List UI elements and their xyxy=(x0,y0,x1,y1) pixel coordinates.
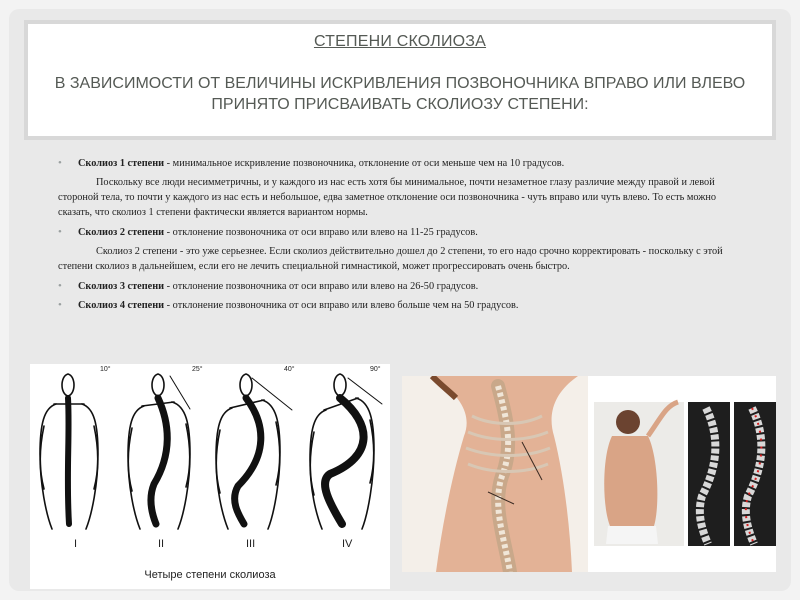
degree-label: II xyxy=(158,538,165,550)
spine-degree-3 xyxy=(235,398,261,524)
item-text: - отклонение позвоночника от оси вправо или влево на 11-25 градусов. xyxy=(164,227,478,238)
item-heading: Сколиоз 1 степени xyxy=(78,158,165,169)
list-item xyxy=(58,298,748,313)
back-spine-photo xyxy=(402,376,588,572)
angle-label: 90° xyxy=(370,366,381,373)
bullet-icon: • xyxy=(58,280,62,292)
angle-label: 10° xyxy=(100,366,111,373)
figure-degree-3 xyxy=(216,374,292,529)
content-body xyxy=(58,156,748,317)
item-text: - отклонение позвоночника от оси вправо или влево больше чем на 50 градусов. xyxy=(164,300,519,311)
spine-degree-1 xyxy=(68,398,69,524)
figure-caption: Четыре степени сколиоза xyxy=(144,569,276,581)
spine-degree-4 xyxy=(325,398,364,524)
scoliosis-degrees-illustration xyxy=(30,364,390,589)
item-text: - отклонение позвоночника от оси вправо или влево на 26-50 градусов. xyxy=(164,281,479,292)
torso-drawings xyxy=(30,364,390,564)
angle-label: 25° xyxy=(192,366,203,373)
degree-label: IV xyxy=(342,538,353,550)
list-item xyxy=(58,156,748,171)
item-heading: Сколиоз 2 степени xyxy=(78,227,165,238)
figure-degree-4 xyxy=(310,374,382,529)
item-text: - минимальное искривление позвоночника, отклонение от оси меньше чем на 10 градусов. xyxy=(164,158,565,169)
spine-degree-2 xyxy=(151,398,167,524)
bullet-icon: • xyxy=(58,157,62,169)
list-item xyxy=(58,225,748,240)
bullet-icon: • xyxy=(58,299,62,311)
item-heading: Сколиоз 4 степени xyxy=(78,300,165,311)
photo-collage xyxy=(402,376,776,572)
item-paragraph: Поскольку все люди несимметричны, и у каждого из нас есть хотя бы минимальное, почти незаметное глазу различие между правой и левой стороной тела, то почти у каждого из нас есть и небольшое, едва заметное отклонение оси позвоночника - чуть вправо или чуть влево. То есть можно сказать, что сколиоз 1 степени фактически является вариантом нормы. xyxy=(58,177,717,218)
item-paragraph: Сколиоз 2 степени - это уже серьезнее. Если сколиоз действительно дошел до 2 степени, то его надо срочно корректировать - поскольку с этой степени сколиоз в дальнейшем, если его не лечить специальной гимнастикой, может прогрессировать очень быстро. xyxy=(58,246,723,272)
list-item xyxy=(58,279,748,294)
slide-subtitle: В ЗАВИСИМОСТИ ОТ ВЕЛИЧИНЫ ИСКРИВЛЕНИЯ ПОЗВОНОЧНИКА ВПРАВО ИЛИ ВЛЕВО ПРИНЯТО ПРИСВАИВАТЬ СКОЛИОЗУ СТЕПЕНИ: xyxy=(54,75,746,113)
degree-label: I xyxy=(74,538,78,550)
angle-label: 40° xyxy=(284,366,295,373)
patient-photo xyxy=(594,402,684,546)
item-heading: Сколиоз 3 степени xyxy=(78,281,165,292)
slide-title: СТЕПЕНИ СКОЛИОЗА xyxy=(313,33,487,50)
bullet-icon: • xyxy=(58,226,62,238)
xray-image-2 xyxy=(734,402,776,546)
xray-image-1 xyxy=(688,402,730,546)
degree-label: III xyxy=(246,538,256,550)
scoliosis-photos xyxy=(402,376,776,572)
title-box xyxy=(28,24,772,136)
